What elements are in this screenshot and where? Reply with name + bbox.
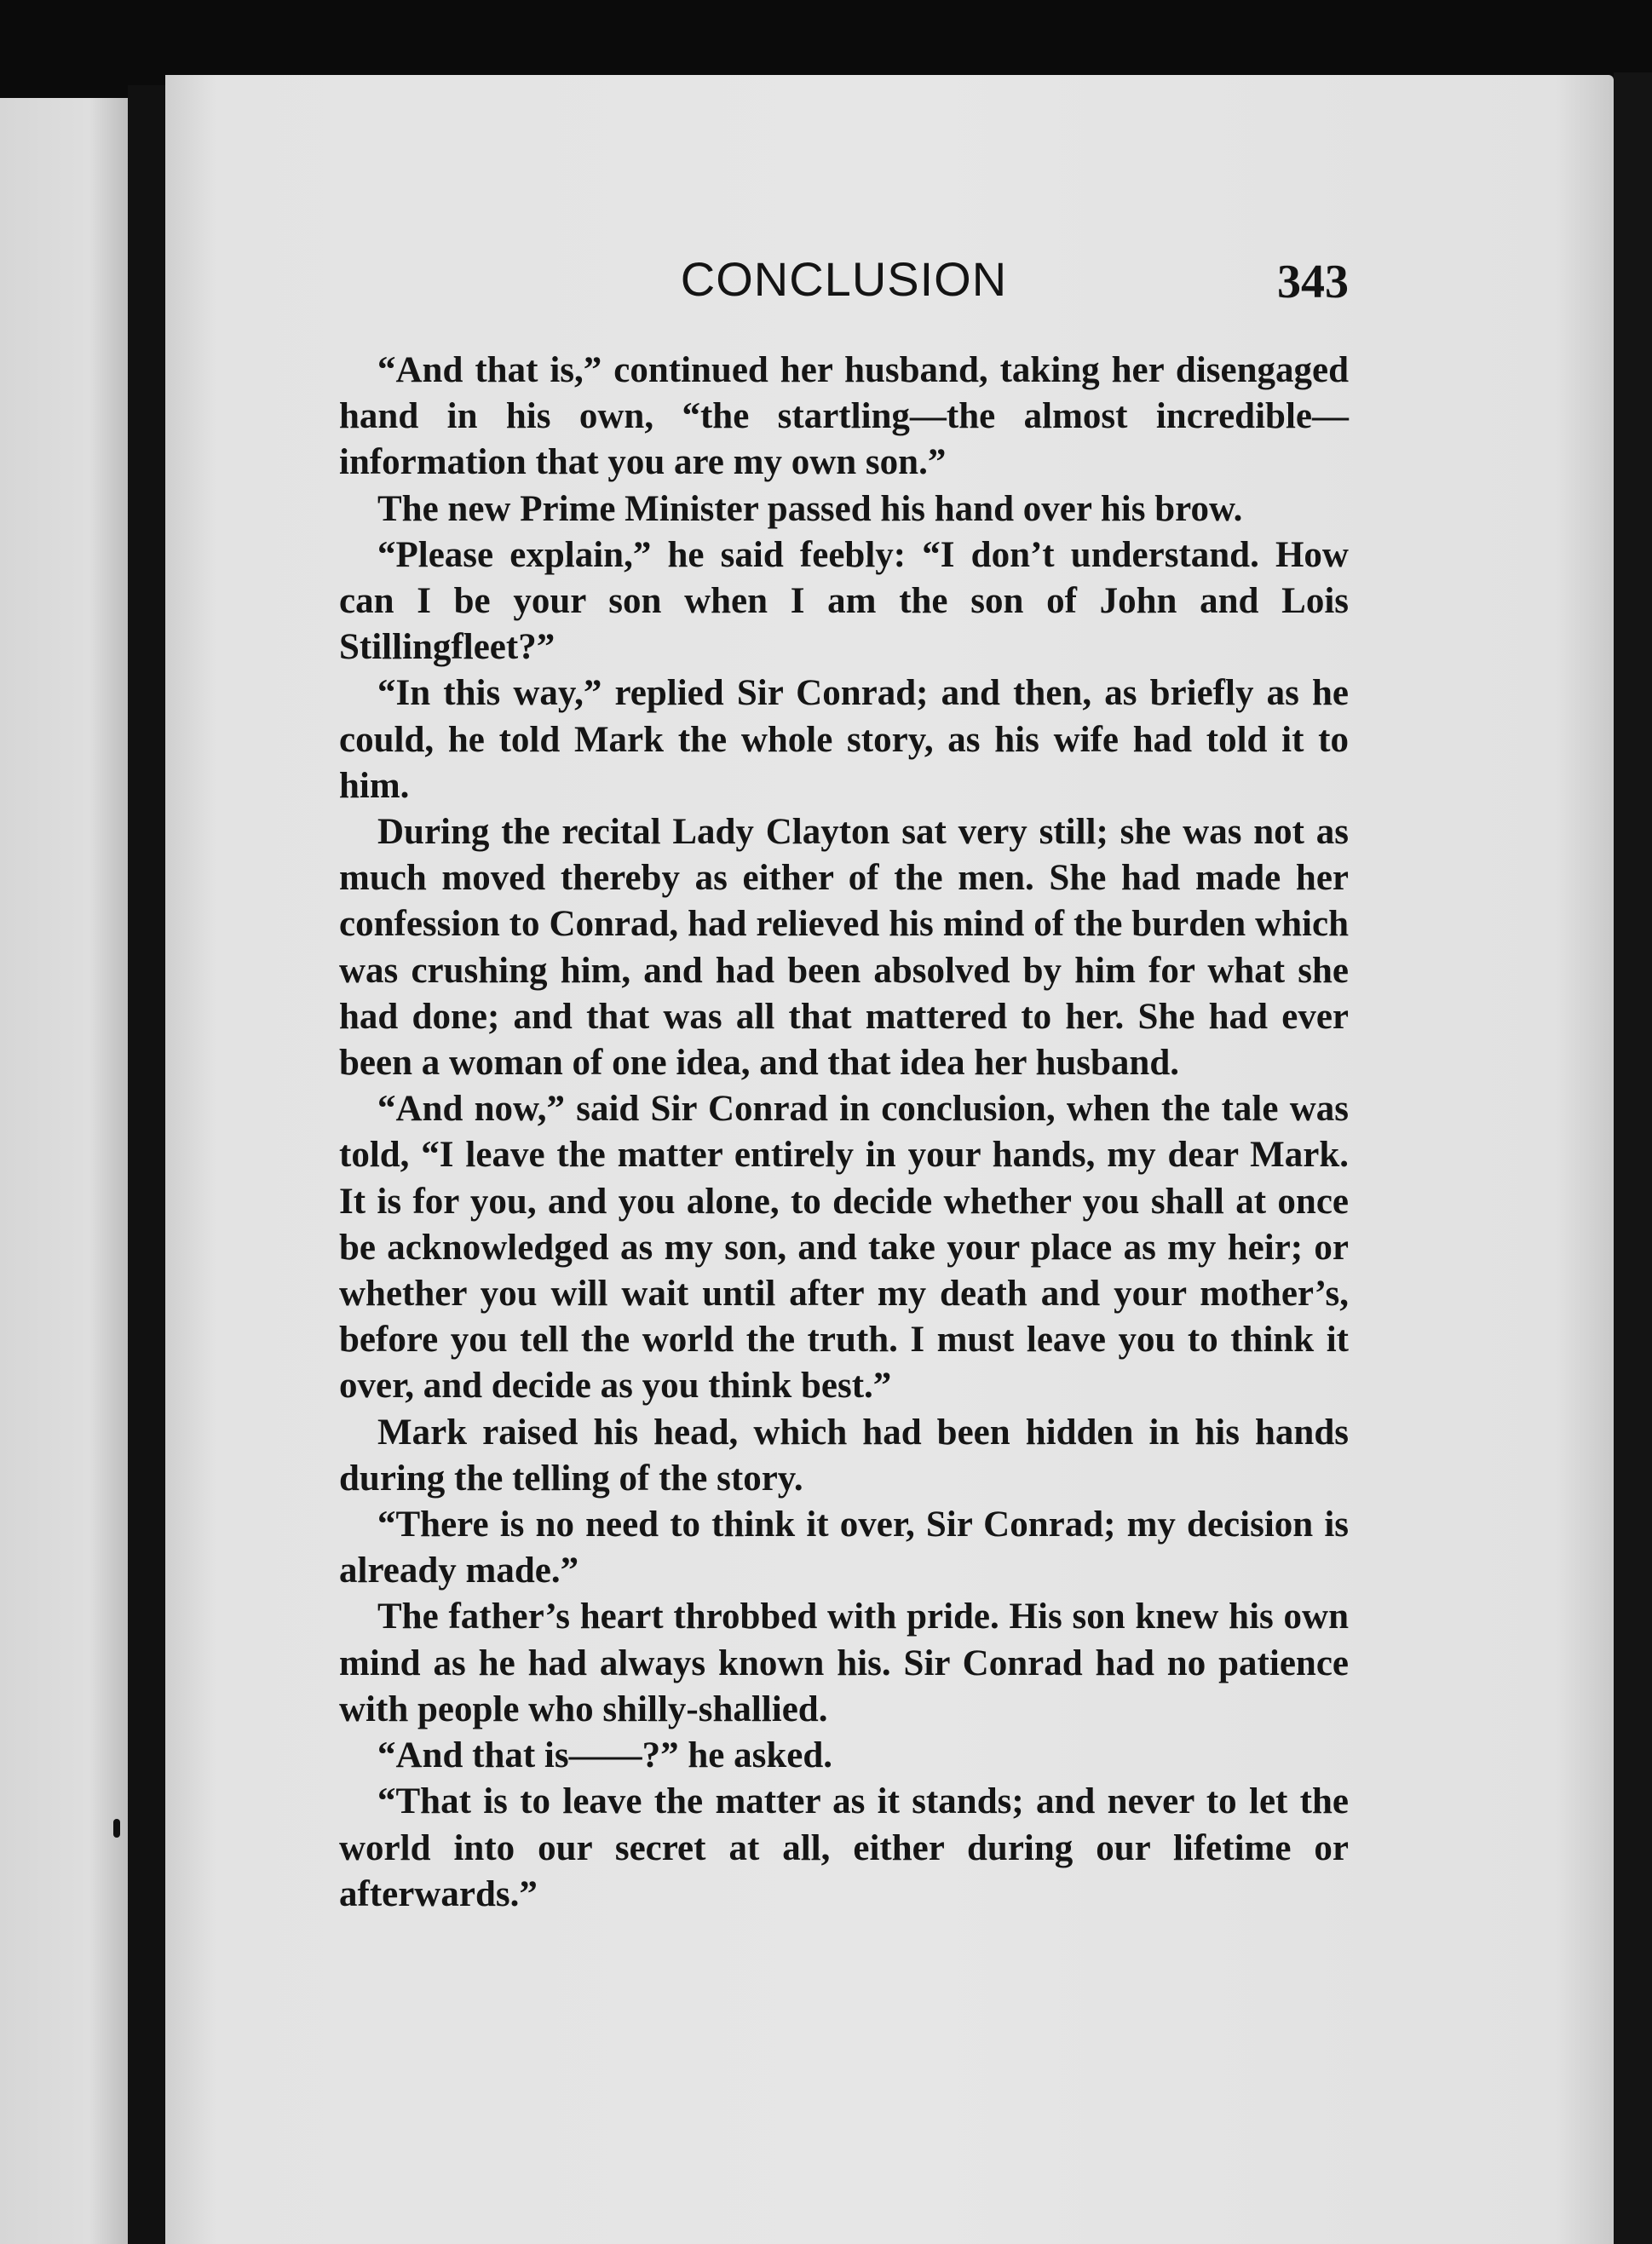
page-number: 343 (1277, 256, 1349, 308)
paragraph: Mark raised his head, which had been hidden in his hands during the telling of the story. (339, 1412, 1349, 1499)
scan-speck (113, 1819, 120, 1838)
paragraph: “Please explain,” he said feebly: “I don’t understand. How can I be your son when I am the son of John and Lois Stillingfleet?” (339, 534, 1349, 668)
facing-page-edge (0, 98, 128, 2244)
book-gutter (128, 85, 165, 2244)
scan-border (1614, 72, 1652, 2244)
paragraph: “And that is,” continued her husband, taking her disengaged hand in his own, “the startling—the almost incredible—information that you are my own son.” (339, 350, 1349, 483)
chapter-title: CONCLUSION (680, 252, 1008, 306)
paragraph: During the recital Lady Clayton sat very still; she was not as much moved thereby as either of the men. She had made her confession to Conrad, had relieved his mind of the burden which was crushing him, and had been absolved by him for what she had done; and that was all that mattered to her. She had ever been a woman of one idea, and that idea her husband. (339, 812, 1349, 1084)
paragraph: “There is no need to think it over, Sir Conrad; my decision is already made.” (339, 1505, 1349, 1591)
paragraph: “And now,” said Sir Conrad in conclusion, when the tale was told, “I leave the matter entirely in your hands, my dear Mark. It is for you, and you alone, to decide whether you shall at once be acknowledged as my son, and take your place as my heir; or whether you will wait until after my death and your mother’s, before you tell the world the truth. I must leave you to think it over, and decide as you think best.” (339, 1089, 1349, 1407)
body-text (339, 348, 1349, 1918)
paragraph: The new Prime Minister passed his hand over his brow. (377, 488, 1243, 529)
paragraph: The father’s heart throbbed with pride. His son knew his own mind as he had always known his. Sir Conrad had no patience with people who shilly-shallied. (339, 1597, 1349, 1729)
running-head (339, 251, 1349, 319)
paragraph: “And that is——?” he asked. (377, 1735, 833, 1776)
paragraph: “That is to leave the matter as it stands; and never to let the world into our secret at all, either during our lifetime or afterwards.” (339, 1781, 1349, 1914)
paragraph: “In this way,” replied Sir Conrad; and then, as briefly as he could, he told Mark the whole story, as his wife had told it to him. (339, 673, 1349, 806)
